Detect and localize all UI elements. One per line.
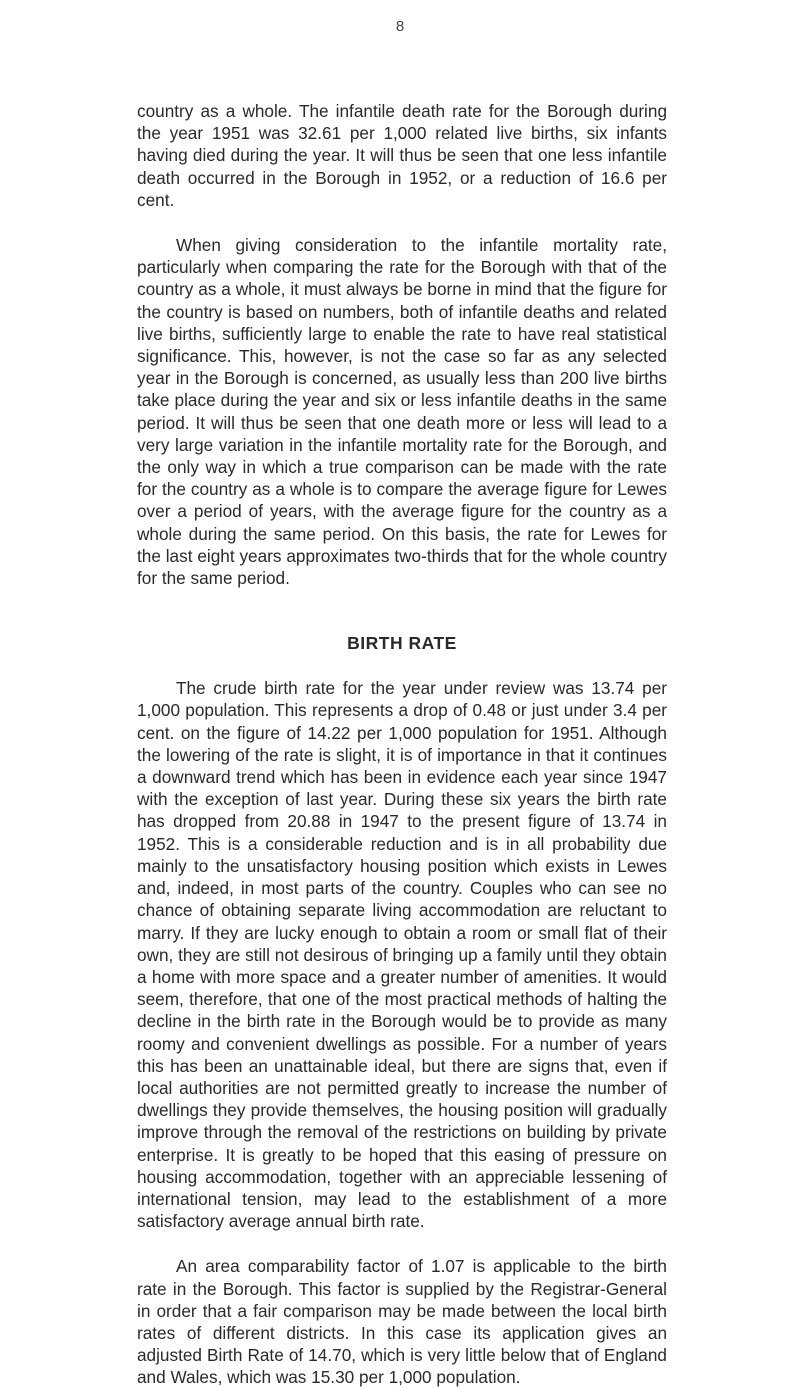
paragraph-infantile-mortality-consideration: When giving consideration to the infantile mortality rate, particularly when comparing the rate for the Borough with that of the country as a whole, it must always be borne in mind that the figure for the country is based on numbers, both of infantile deaths and related live births, sufficiently large to enable the rate to have real statistical significance. This, however, is not the case so far as any selected year in the Borough is concerned, as usually less than 200 live births take place during the year and six or less infantile deaths in the same period. It will thus be seen that one death more or less will lead to a very large variation in the infantile mortality rate for the Borough, and the only way in which a true comparison can be made with the rate for the country as a whole is to compare the average figure for Lewes over a period of years, with the average figure for the country as a whole during the same period. On this basis, the rate for Lewes for the last eight years approximates two-thirds that for the whole country for the same period. — [137, 235, 667, 589]
paragraph-infantile-death-rate-continued: country as a whole. The infantile death rate for the Borough during the year 1951 was 32.61 per 1,000 related live births, six infants having died during the year. It will thus be seen that one less infantile death occurred in the Borough in 1952, or a reduction of 16.6 per cent. — [137, 101, 667, 210]
section-heading-birth-rate: BIRTH RATE — [347, 633, 457, 654]
page-number: 8 — [395, 18, 405, 35]
paragraph-crude-birth-rate: The crude birth rate for the year under review was 13.74 per 1,000 population. This represents a drop of 0.48 or just under 3.4 per cent. on the figure of 14.22 per 1,000 population for 1951. Although the lowering of the rate is slight, it is of importance in that it continues a downward trend which has been in evidence each year since 1947 with the exception of last year. During these six years the birth rate has dropped from 20.88 in 1947 to the present figure of 13.74 in 1952. This is a considerable reduction and is in all probability due mainly to the unsatisfactory housing position which exists in Lewes and, indeed, in most parts of the country. Couples who can see no chance of obtaining separate living accommodation are reluctant to marry. If they are lucky enough to obtain a room or small flat of their own, they are still not desirous of bringing up a family until they obtain a home with more space and a greater number of amenities. It would seem, therefore, that one of the most practical methods of halting the decline in the birth rate in the Borough would be to provide as many roomy and convenient dwellings as possible. For a number of years this has been an unattainable ideal, but there are signs that, even if local authorities are not permitted greatly to increase the number of dwellings they provide themselves, the housing position will gradually improve through the removal of the restrictions on building by private enterprise. It is greatly to be hoped that this easing of pressure on housing accommodation, together with an appreciable lessening of international tension, may lead to the establishment of a more satisfactory average annual birth rate. — [137, 678, 667, 1232]
document-body — [137, 100, 667, 1389]
paragraph-area-comparability-factor: An area comparability factor of 1.07 is applicable to the birth rate in the Borough. This factor is supplied by the Registrar-General in order that a fair comparison may be made between the local birth rates of different districts. In this case its application gives an adjusted Birth Rate of 14.70, which is very little below that of England and Wales, which was 15.30 per 1,000 population. — [137, 1256, 667, 1388]
